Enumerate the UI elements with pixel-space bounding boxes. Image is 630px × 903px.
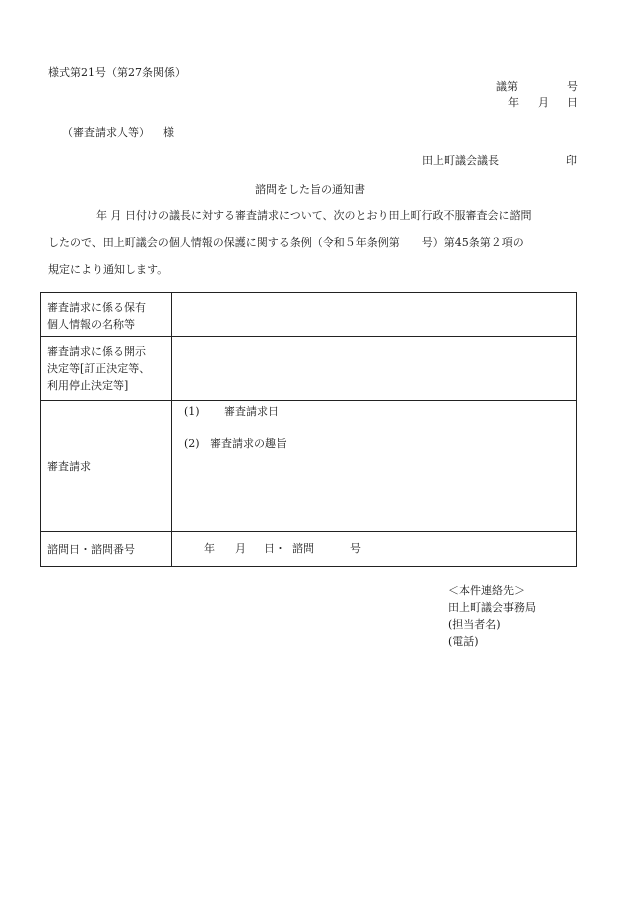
table-row	[41, 337, 577, 401]
body-paragraph	[48, 202, 580, 283]
row4-label	[41, 532, 172, 567]
item2-number: (2)	[184, 437, 200, 450]
contact-heading: ＜本件連絡先＞	[448, 584, 525, 597]
row1-value[interactable]	[172, 293, 577, 337]
row4-year: 年	[204, 542, 215, 555]
addressee-honorific: 様	[163, 126, 174, 139]
row3-label	[41, 401, 172, 532]
row4-month: 月	[235, 542, 246, 555]
row4-consult: 諮問	[292, 542, 314, 555]
row4-number: 号	[350, 542, 361, 555]
table-row	[41, 532, 577, 567]
item1-number: (1)	[184, 405, 200, 418]
row1-label-line1: 審査請求に係る保有	[47, 301, 146, 314]
row4-day: 日・	[264, 542, 286, 555]
document-title: 諮問をした旨の通知書	[255, 183, 365, 196]
row2-label-line2: 決定等[訂正決定等、	[47, 362, 151, 375]
request-date-item	[184, 405, 576, 419]
body-line-1: 年 月 日付けの議長に対する審査請求について、次のとおり田上町行政不服審査会に諮問	[96, 209, 532, 222]
doc-number-prefix: 議第	[496, 80, 518, 93]
item2-text: 審査請求の趣旨	[210, 437, 287, 450]
row4-label-text: 諮問日・諮問番号	[47, 542, 135, 556]
row3-label-text: 審査請求	[47, 459, 91, 473]
form-number: 様式第21号（第27条関係）	[48, 66, 186, 79]
row2-label-line3: 利用停止決定等]	[47, 379, 129, 392]
contact-office: 田上町議会事務局	[448, 601, 536, 614]
contact-block	[448, 582, 536, 650]
table-row	[41, 293, 577, 337]
contact-person: (担当者名)	[448, 618, 501, 631]
item1-text: 審査請求日	[224, 405, 279, 418]
row3-value[interactable]	[172, 401, 577, 532]
date-day: 日	[567, 96, 578, 109]
body-line-3: 規定により通知します。	[48, 263, 169, 276]
row1-label-line2: 個人情報の名称等	[47, 318, 135, 331]
consultation-table	[40, 292, 577, 567]
doc-number-suffix: 号	[567, 80, 578, 93]
contact-phone: (電話)	[448, 635, 479, 648]
sender-title: 田上町議会議長	[422, 154, 499, 167]
request-purpose-item	[184, 437, 576, 451]
row2-label	[41, 337, 172, 401]
body-line-2: したので、田上町議会の個人情報の保護に関する条例（令和５年条例第 号）第45条第２項の	[48, 236, 524, 249]
row2-label-line1: 審査請求に係る開示	[47, 345, 146, 358]
row1-label	[41, 293, 172, 337]
seal-mark: 印	[566, 154, 577, 167]
addressee-name: （審査請求人等）	[62, 126, 150, 139]
date-month: 月	[538, 96, 549, 109]
date-year: 年	[508, 96, 519, 109]
table-row	[41, 401, 577, 532]
row4-value[interactable]	[172, 532, 577, 567]
row2-value[interactable]	[172, 337, 577, 401]
